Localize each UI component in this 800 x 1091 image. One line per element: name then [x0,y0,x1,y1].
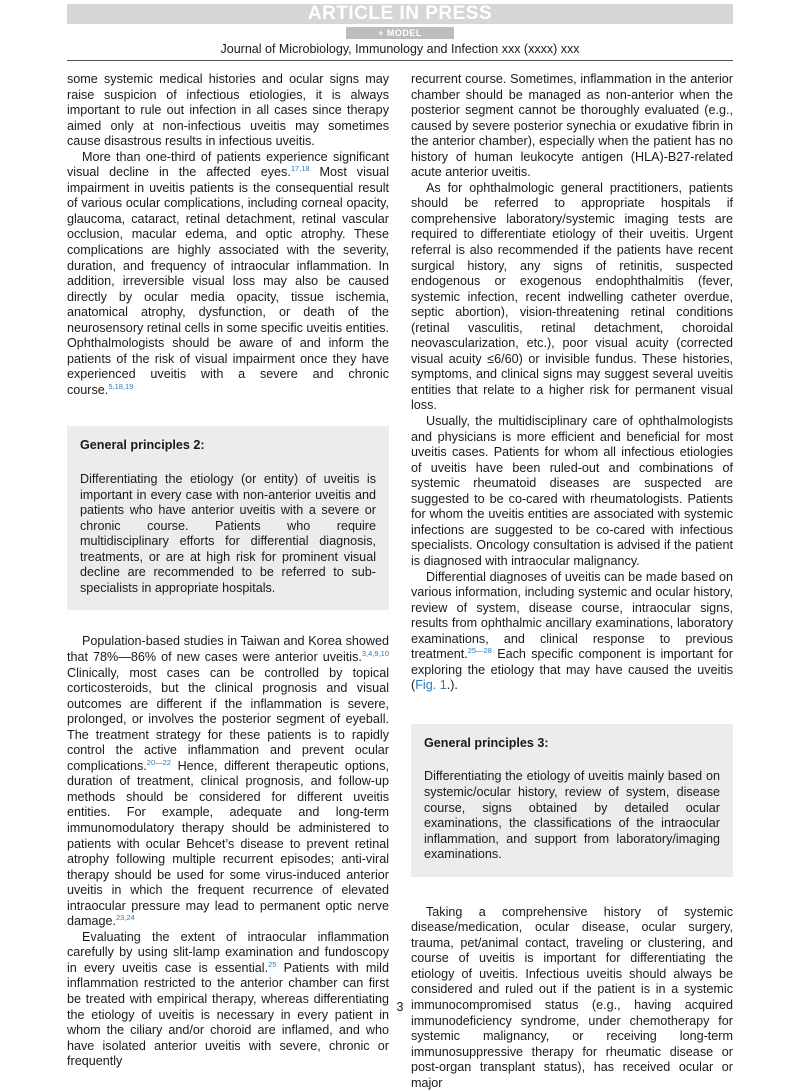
citation-link[interactable]: 17,18 [290,164,310,174]
journal-title: Journal of Microbiology, Immunology and Infection xxx (xxxx) xxx [220,42,580,56]
citation-link[interactable]: 5,18,19 [108,381,134,391]
paragraph: As for ophthalmologic general practitioners, patients should be referred to appropriate hospitals if comprehensive laboratory/systemic imaging tests are required to differentiate etiology of their uveitis. Urgent referral is also recommended if the patients have recent surgical history, any signs of retinitis, suspected endogenous or exogenous endophthalmitis (fever, systemic infection, recent indwelling catheter overdue, septic abortion), vision-threatening retinal conditions (retinal vasculitis, retinal detachment, choroidal neovascularization, etc.), poor visual acuity (corrected visual acuity ≤6/60) or invisible fundus. These histories, symptoms, and clinical signs may suggest several uveitis entities that relate to a higher risk for permanent visual loss. [411,180,733,413]
paragraph: some systemic medical histories and ocular signs may raise suspicion of infectious etiologies, it is always important to rule out infection in all cases since therapy aimed only at non-infectious uveitis may sometimes cause disastrous results in infectious uveitis. [67,72,389,149]
left-column [67,72,389,1070]
box-title: General principles 3: [424,735,549,750]
paragraph: Usually, the multidisciplinary care of ophthalmologists and physicians is more efficient and beneficial for most uveitis cases. Patients for whom all infectious etiologies of uveitis have been ruled-out and combinations of systemic rheumatoid diseases are suspected are suggested to be co-cared with rheumatologists. Patients for whom the uveitis entities are associated with systemic infections are suggested to be co-cared with infectious specialists. Oncology consultation is advised if the patient is diagnosed with intraocular malignancy. [411,414,733,568]
box-text: Differentiating the etiology (or entity) of uveitis is important in every case with non-anterior uveitis and patients who have anterior uveitis with a severe or chronic course. Patients who require multidisciplinary efforts for differential diagnosis, treatments, or are at high risk for prominent visual decline are recommended to be referred to sub-specialists in appropriate hospitals. [80,472,376,595]
box-title: General principles 2: [80,438,205,453]
citation-link[interactable]: 3,4,9,10 [361,648,389,658]
paragraph: Population-based studies in Taiwan and Korea showed that 78%—86% of new cases were anterior uveitis.$^{3,4,9,10}$ Clinically, most cases can be controlled by topical corticosteroids, but the clinical prognosis and visual outcomes are different if the inflammation is severe, prolonged, or involves the posterior segment of eyeball. The treatment strategy for these patients is to rapidly control the active inflammation and prevent ocular complications.$^{20—22}$ Hence, different therapeutic options, duration of treatment, clinical prognosis, and follow-up methods should be considered for different uveitis entities. For example, adequate and long-term immunomodulatory therapy should be administered to patients with ocular Behcet’s disease to prevent retinal atrophy following multiple recurrent episodes; anti-viral therapy should be used for some virus-induced anterior uveitis in which the frequent recurrence of elevated intraocular pressure may lead to permanent optic nerve damage.$^{23,24}$ [67,634,389,929]
citation-link[interactable]: 25—28 [467,646,492,656]
right-column [411,72,733,1091]
citation-link[interactable]: 20—22 [146,757,171,767]
paragraph: recurrent course. Sometimes, inflammation in the anterior chamber should be managed as non-anterior when the posterior segment cannot be thoroughly evaluated (e.g., caused by severe posterior synechia or exudative fibrin in the anterior chamber), especially when the patient has no history of human leukocyte antigen (HLA)-B27-related acute anterior uveitis. [411,72,733,180]
header-rule [67,60,733,61]
paragraph: Taking a comprehensive history of systemic disease/medication, ocular disease, ocular surgery, trauma, pet/animal contact, traveling or clustering, and course of uveitis is important for differentiating the etiology of uveitis. Infectious uveitis should always be considered and ruled out if the patient is in a systemic immunocompromised status (e.g., having acquired immunodeficiency syndrome, under chemotherapy for systemic malignancy, or receiving long-term immunosuppressive therapy for rheumatic disease or post-organ transplant status), has received ocular or major [411,904,733,1090]
article-in-press-banner: ARTICLE IN PRESS [67,4,733,24]
figure-link[interactable]: Fig. 1 [415,678,447,693]
citation-link[interactable]: 23,24 [116,913,135,923]
paragraph: Evaluating the extent of intraocular inflammation carefully by using slit-lamp examination and fundoscopy in every uveitis case is essential.$^{25}$ Patients with mild inflammation restricted to the anterior chamber can first be treated with empirical therapy, whereas differentiating the etiology of uveitis is necessary in every patient in whom the ciliary and/or choroid are inflamed, and who have isolated anterior uveitis with severe, chronic or frequently [67,929,389,1069]
general-principles-2-box [67,426,389,610]
box-text: Differentiating the etiology of uveitis mainly based on systemic/ocular history, review of system, disease course, signs obtained by detailed ocular examinations, the classifications of the intraocular inflammation, and support from laboratory/imaging examinations. [424,769,720,862]
general-principles-3-box [411,724,733,877]
citation-link[interactable]: 25 [268,959,277,969]
model-badge: + MODEL [346,27,454,39]
paragraph: More than one-third of patients experience significant visual decline in the affected eyes.$^{17,18}$ Most visual impairment in uveitis patients is the consequential result of various ocular complications, including corneal opacity, glaucoma, cataract, retinal detachment, retinal vascular occlusion, macular edema, and optic atrophy. These complications are highly associated with the severity, duration, and frequency of intraocular inflammation. In addition, irreversible visual loss may also be caused directly by ocular media opacity, tissue ischemia, anatomical atrophy, dysfunction, or death of the neurosensory retinal cells in some specific uveitis entities. Ophthalmologists should be aware of and inform the patients of the risk of visual impairment once they have experienced uveitis with a severe and chronic course.$^{5,18,19}$ [67,149,389,397]
page-number: 3 [396,1000,404,1014]
paragraph: Differential diagnoses of uveitis can be made based on various information, including systemic and ocular history, review of system, disease course, intraocular signs, results from ophthalmic ancillary examinations, laboratory examinations, and clinical response to previous treatment.$^{25—28}$ Each specific component is important for exploring the etiology that may have caused the uveitis (Fig. 1.). [411,569,733,693]
